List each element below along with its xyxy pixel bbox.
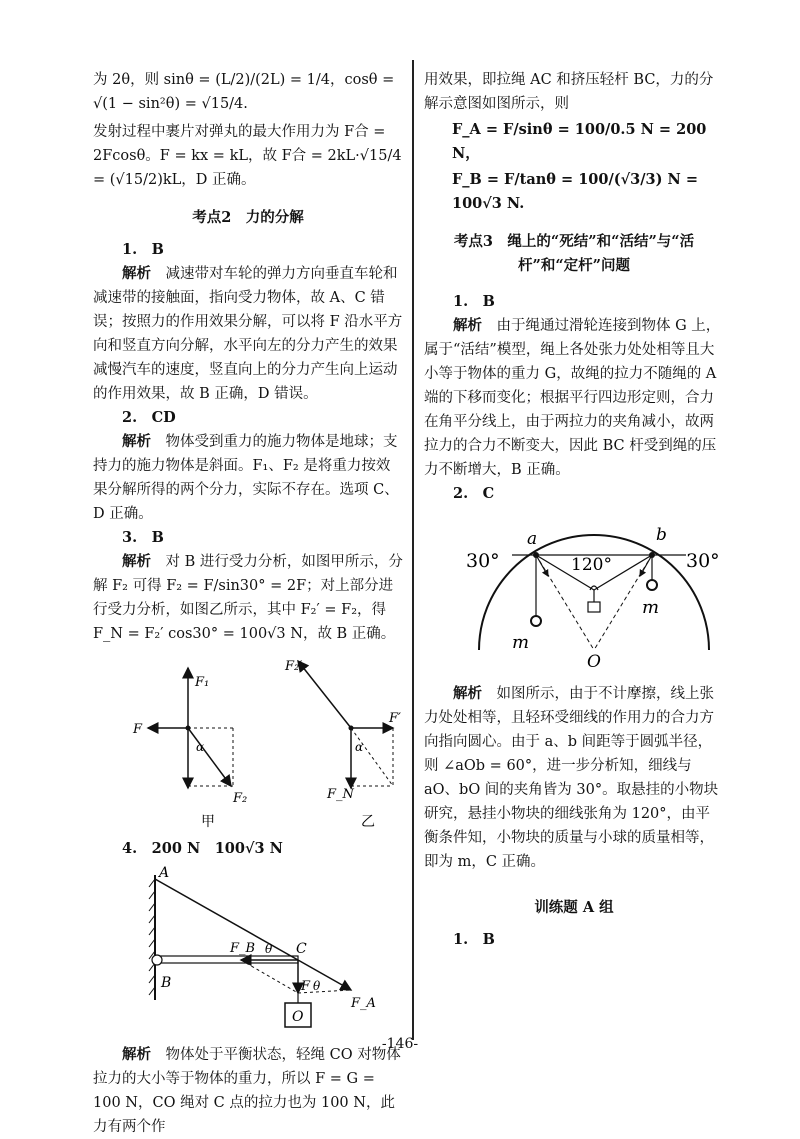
label-fb: F_B xyxy=(230,941,256,956)
s3-q2-answer: 2. C xyxy=(453,485,495,502)
left-para-2: 发射过程中裹片对弹丸的最大作用力为 F合 = 2Fcosθ。F = kx = kL，故 F合 = 2kL·√15/4 = (√15/2)kL，D 正确。 xyxy=(93,124,402,188)
label-theta-2: θ xyxy=(313,979,321,993)
analysis-label: 解析 xyxy=(122,265,151,282)
q4-answer: 4. 200 N 100√3 N xyxy=(122,840,283,857)
q2-answer: 2. CD xyxy=(122,409,176,426)
q4-analysis xyxy=(93,1043,403,1139)
training-title: 训练题 A 组 xyxy=(534,899,614,916)
label-120: 120° xyxy=(571,555,612,575)
s3-q1-analysis xyxy=(424,314,724,482)
label-30-right: 30° xyxy=(686,550,720,572)
label-c: C xyxy=(296,941,307,957)
label-f: F xyxy=(133,722,143,737)
left-para-1: 为 2θ，则 sinθ = (L/2)/(2L) = 1/4，cosθ = √(1 − sin²θ) = √15/4. xyxy=(93,72,395,112)
force-diagram-rope-rod xyxy=(93,865,403,1035)
label-fn: F_N xyxy=(327,787,354,802)
label-f: F xyxy=(301,979,311,994)
right-para-1: 用效果，即拉绳 AC 和挤压轻杆 BC，力的分解示意图如图所示，则 xyxy=(424,72,714,112)
label-f2-prime: F₂′ xyxy=(285,659,303,674)
label-alpha: α xyxy=(355,740,364,754)
analysis-label: 解析 xyxy=(453,317,482,334)
label-m-left: m xyxy=(512,632,530,653)
ball-left xyxy=(531,616,541,626)
right-column xyxy=(424,68,724,952)
training-q1-answer: 1. B xyxy=(453,931,495,948)
column-divider xyxy=(412,60,414,1040)
label-a: A xyxy=(159,865,170,881)
s3-q2-analysis-text: 如图所示，由于不计摩擦，线上张力处处相等，且轻环受细线的作用力的合力方向指向圆心。由于 a、b 间距等于圆弧半径，则 ∠aOb = 60°，进一步分析知，细线与 aO、bO 间的夹角皆为 30°。取悬挂的小物块研究，悬挂小物块的细线张角为 120°，由平衡条件知，小物块的质量与小球的质量相等，即为 m，C 正确。 xyxy=(424,686,719,870)
analysis-label: 解析 xyxy=(122,553,151,570)
label-m-right: m xyxy=(642,597,660,618)
label-f-prime: F′ xyxy=(389,711,401,726)
force-diagrams-jia-yi xyxy=(93,656,403,831)
equation-fb: F_B = F/tanθ = 100/(√3/3) N = 100√3 N. xyxy=(452,171,698,212)
q1-answer: 1. B xyxy=(122,241,164,258)
label-f2: F₂ xyxy=(233,791,248,806)
analysis-label: 解析 xyxy=(453,685,482,702)
arrow-f2 xyxy=(188,728,231,786)
label-b: b xyxy=(656,525,667,545)
label-theta: θ xyxy=(265,942,273,956)
section-2-title: 考点2 力的分解 xyxy=(192,209,304,226)
q1-analysis-text: 减速带对车轮的弹力方向垂直车轮和减速带的接触面，指向受力物体，故 A、C 错误；按照力的作用效果分解，可以将 F 沿水平方向和竖直方向分解，水平向左的分力产生的效果减慢汽车的速度，竖直向上的分力产生向上运动的作用效果，故 B 正确，D 错误。 xyxy=(93,266,403,402)
q1-analysis xyxy=(93,262,403,406)
q3-answer: 3. B xyxy=(122,529,164,546)
label-o: O xyxy=(587,652,601,670)
caption-yi: 乙 xyxy=(361,814,375,830)
ball-right xyxy=(647,580,657,590)
section-3-title xyxy=(424,230,724,278)
left-column xyxy=(93,68,403,1139)
arrow-f2-prime xyxy=(298,661,351,728)
q2-analysis-text: 物体受到重力的施力物体是地球；支持力的施力物体是斜面。F₁、F₂ 是将重力按效果分解所得的两个分力，实际不存在。选项 C、D 正确。 xyxy=(93,434,399,522)
rope-ac xyxy=(155,879,298,960)
section-3-title-line2: 杆”和“定杆”问题 xyxy=(517,257,631,274)
label-fa: F_A xyxy=(351,996,376,1011)
q3-analysis xyxy=(93,550,403,646)
figure-jia xyxy=(132,668,247,830)
q2-analysis xyxy=(93,430,403,526)
s3-q2-analysis xyxy=(424,682,724,874)
small-block xyxy=(588,602,600,612)
label-a: a xyxy=(527,529,538,549)
page-number: -146- xyxy=(381,1036,419,1052)
s3-q1-answer: 1. B xyxy=(453,293,495,310)
label-f1: F₁ xyxy=(195,675,210,690)
q4-analysis-text: 物体处于平衡状态，轻绳 CO 对物体拉力的大小等于物体的重力，所以 F = G = 100 N，CO 绳对 C 点的拉力也为 100 N，此力有两个作 xyxy=(93,1047,401,1135)
label-alpha: α xyxy=(196,740,205,754)
equation-fa: F_A = F/sinθ = 100/0.5 N = 200 N， xyxy=(452,121,707,162)
section-3-title-line1: 考点3 绳上的“死结”和“活结”与“活 xyxy=(453,233,695,250)
s3-q1-analysis-text: 由于绳通过滑轮连接到物体 G 上，属于“活结”模型，绳上各处张力处处相等且大小等于物体的重力 G，故绳的拉力不随绳的 A 端的下移而变化；根据平行四边形定则，合力在角平分线上，由于两拉力的夹角减小，故两拉力的合力不断变大，因此 BC 杆受到绳的压力不断增大，B 正确。 xyxy=(424,318,721,478)
label-30-left: 30° xyxy=(466,550,500,572)
figure-yi xyxy=(284,659,401,830)
label-o: O xyxy=(292,1009,304,1025)
arc-ring-diagram xyxy=(424,510,724,670)
label-b: B xyxy=(161,975,172,991)
q3-analysis-text: 对 B 进行受力分析，如图甲所示，分解 F₂ 可得 F₂ = F/sin30° = 2F；对上部分进行受力分析，如图乙所示，其中 F₂′ = F₂，得 F_N = F₂′ cos30° = 100√3 N，故 B 正确。 xyxy=(93,554,403,642)
analysis-label: 解析 xyxy=(122,1046,151,1063)
analysis-label: 解析 xyxy=(122,433,151,450)
caption-jia: 甲 xyxy=(201,814,215,830)
